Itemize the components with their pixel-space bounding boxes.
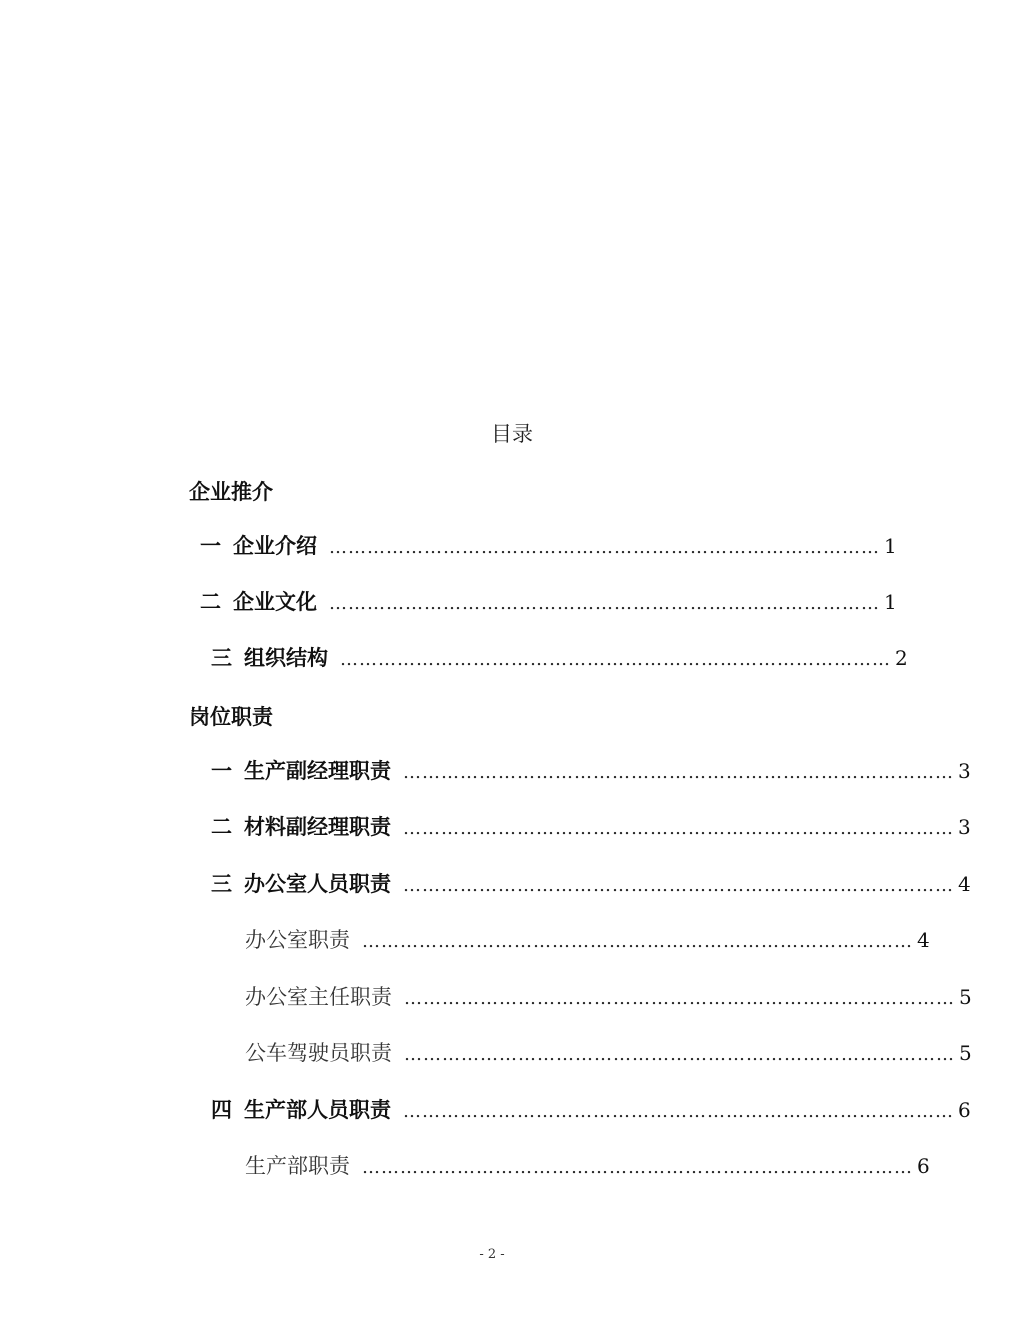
toc-subentry[interactable] xyxy=(245,981,972,1011)
toc-entry-label: 生产部职责 xyxy=(245,1154,350,1178)
toc-entry[interactable] xyxy=(211,811,971,841)
toc-entry-page: 3 xyxy=(958,759,971,783)
toc-entry-label: 办公室主任职责 xyxy=(245,985,392,1009)
toc-entry-page: 5 xyxy=(959,1041,972,1065)
dot-leader: …………………………………………………………………………… xyxy=(329,593,880,614)
toc-entry-label: 材料副经理职责 xyxy=(244,815,391,839)
dot-leader: …………………………………………………………………………… xyxy=(362,1157,913,1178)
toc-entry-page: 2 xyxy=(895,646,908,670)
toc-subentry[interactable] xyxy=(245,924,930,954)
dot-leader: …………………………………………………………………………… xyxy=(340,649,891,670)
dot-leader: …………………………………………………………………………… xyxy=(404,1044,955,1065)
dot-leader: …………………………………………………………………………… xyxy=(362,931,913,952)
toc-entry[interactable] xyxy=(211,1094,971,1124)
toc-entry-label: 公车驾驶员职责 xyxy=(245,1041,392,1065)
toc-entry-label: 生产部人员职责 xyxy=(244,1098,391,1122)
toc-entry-label: 组织结构 xyxy=(244,646,328,670)
toc-entry-number: 二 xyxy=(200,590,221,614)
toc-section-heading: 企业推介 xyxy=(189,480,273,504)
dot-leader: …………………………………………………………………………… xyxy=(403,1101,954,1122)
toc-entry-label: 企业介绍 xyxy=(233,534,317,558)
toc-entry-label: 办公室职责 xyxy=(245,928,350,952)
toc-entry-number: 一 xyxy=(200,534,221,558)
dot-leader: …………………………………………………………………………… xyxy=(403,875,954,896)
toc-entry[interactable] xyxy=(200,530,897,560)
toc-entry[interactable] xyxy=(200,586,897,616)
toc-entry-label: 企业文化 xyxy=(233,590,317,614)
toc-entry-number: 三 xyxy=(211,646,232,670)
toc-entry-label: 办公室人员职责 xyxy=(244,872,391,896)
dot-leader: …………………………………………………………………………… xyxy=(404,988,955,1009)
toc-entry[interactable] xyxy=(211,642,908,672)
toc-entry-page: 6 xyxy=(917,1154,930,1178)
toc-entry-page: 4 xyxy=(958,872,971,896)
dot-leader: …………………………………………………………………………… xyxy=(403,762,954,783)
toc-section-heading: 岗位职责 xyxy=(189,705,273,729)
dot-leader: …………………………………………………………………………… xyxy=(403,818,954,839)
toc-subentry[interactable] xyxy=(245,1150,930,1180)
toc-entry-page: 1 xyxy=(884,590,897,614)
toc-entry-page: 5 xyxy=(959,985,972,1009)
toc-entry[interactable] xyxy=(211,868,971,898)
toc-entry-label: 生产副经理职责 xyxy=(244,759,391,783)
toc-entry-page: 4 xyxy=(917,928,930,952)
page-number-footer: - 2 - xyxy=(479,1247,505,1262)
toc-entry-page: 1 xyxy=(884,534,897,558)
dot-leader: …………………………………………………………………………… xyxy=(329,537,880,558)
toc-entry[interactable] xyxy=(211,755,971,785)
toc-entry-page: 3 xyxy=(958,815,971,839)
toc-entry-page: 6 xyxy=(958,1098,971,1122)
toc-subentry[interactable] xyxy=(245,1037,972,1067)
toc-entry-number: 四 xyxy=(211,1098,232,1122)
toc-entry-number: 三 xyxy=(211,872,232,896)
toc-title: 目录 xyxy=(491,422,533,446)
toc-entry-number: 二 xyxy=(211,815,232,839)
toc-entry-number: 一 xyxy=(211,759,232,783)
